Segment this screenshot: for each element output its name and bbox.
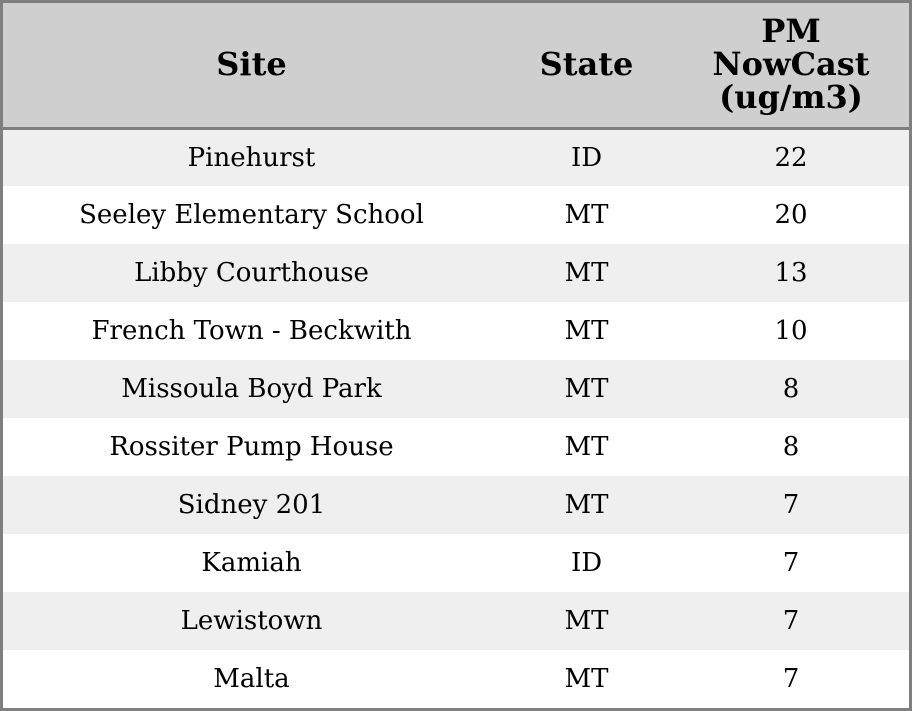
pm-value-cell: 7 (782, 664, 800, 694)
site-cell: Kamiah (201, 548, 302, 578)
pm-value-cell: 10 (774, 316, 808, 346)
state-cell: MT (564, 432, 609, 462)
state-cell: MT (564, 490, 609, 520)
column-header-pm-nowcast (673, 3, 909, 128)
state-cell: MT (564, 200, 609, 230)
table-row (3, 650, 909, 708)
table-body (3, 128, 909, 708)
header-line: (ug/m3) (719, 78, 863, 117)
table-row (3, 476, 909, 534)
state-cell: ID (570, 548, 603, 578)
data-table (3, 3, 909, 708)
table-row (3, 302, 909, 360)
site-cell: Lewistown (180, 606, 323, 636)
state-cell: ID (570, 142, 603, 173)
column-header-pm-nowcast-label (712, 12, 870, 117)
state-cell: MT (564, 316, 609, 346)
site-cell: Rossiter Pump House (109, 432, 394, 462)
state-cell: MT (564, 664, 609, 694)
site-cell: Libby Courthouse (134, 258, 369, 288)
state-cell: MT (564, 606, 609, 636)
header-row (3, 3, 909, 128)
site-cell: Missoula Boyd Park (121, 374, 382, 404)
pm-value-cell: 22 (774, 142, 808, 173)
pm-value-cell: 8 (782, 374, 800, 404)
site-cell: Pinehurst (187, 142, 316, 173)
pm-value-cell: 7 (782, 548, 800, 578)
table-row (3, 534, 909, 592)
site-cell: Sidney 201 (177, 490, 326, 520)
state-cell: MT (564, 258, 609, 288)
pm-value-cell: 8 (782, 432, 800, 462)
pm-value-cell: 7 (782, 606, 800, 636)
column-header-site-label: Site (216, 45, 287, 84)
pm-value-cell: 7 (782, 490, 800, 520)
table-row (3, 418, 909, 476)
table-row (3, 186, 909, 244)
pm-value-cell: 13 (774, 258, 808, 288)
site-cell: Malta (213, 664, 290, 694)
table-row (3, 592, 909, 650)
pm-value-cell: 20 (774, 200, 808, 230)
table-row (3, 128, 909, 186)
column-header-site (3, 3, 500, 128)
column-header-state (500, 3, 673, 128)
header-line: PM (761, 12, 821, 51)
table-header (3, 3, 909, 128)
column-header-state-label: State (539, 45, 634, 84)
table-row (3, 360, 909, 418)
site-cell: French Town - Beckwith (91, 316, 412, 346)
site-cell: Seeley Elementary School (79, 200, 424, 230)
table-row (3, 244, 909, 302)
state-cell: MT (564, 374, 609, 404)
header-line: NowCast (712, 45, 870, 84)
